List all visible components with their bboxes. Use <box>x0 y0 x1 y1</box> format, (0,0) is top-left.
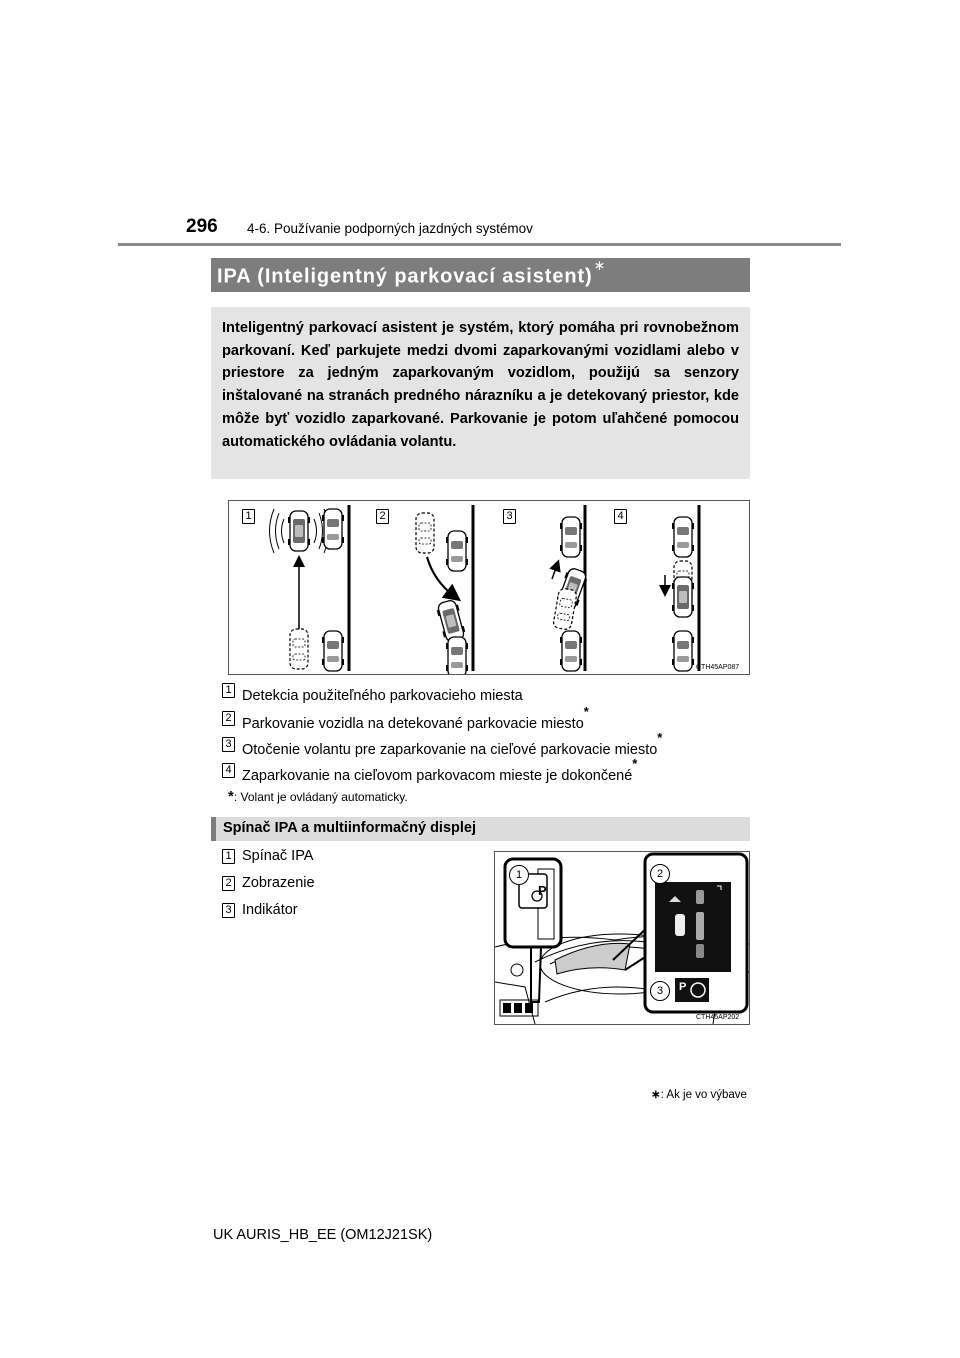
figure1-callout-3: 3 <box>503 509 516 524</box>
step-item-3 <box>242 730 663 758</box>
step-item-1 <box>242 682 523 704</box>
steps-footnote <box>228 788 408 805</box>
step-text-4: Zaparkovanie na cieľovom parkovacom mieste je dokončené <box>242 767 633 784</box>
figure2-callout-2: 2 <box>650 864 670 884</box>
intro-box <box>211 307 750 479</box>
step-text-3: Otočenie volantu pre zaparkovanie na cieľové parkovacie miesto <box>242 741 658 758</box>
step-item-4 <box>242 756 638 784</box>
figure2-callout-1: 1 <box>509 865 529 885</box>
equipment-note-text: : Ak je vo výbave <box>660 1089 747 1101</box>
component-text-1: Spínač IPA <box>242 848 314 864</box>
footer-model: UK AURIS_HB_EE (OM12J21SK) <box>213 1227 433 1243</box>
component-text-2: Zobrazenie <box>242 875 315 891</box>
figure1-callout-4: 4 <box>614 509 627 524</box>
figure1-callout-1: 1 <box>242 509 255 524</box>
chapter-title: 4-6. Používanie podporných jazdných systémov <box>247 221 533 236</box>
parking-sequence-illustration <box>229 501 749 674</box>
section-title: Spínač IPA a multiinformačný displej <box>223 820 476 836</box>
component-number-1: 1 <box>222 849 235 864</box>
page-title <box>217 257 607 289</box>
step-mark-3: * <box>657 730 663 745</box>
ipa-indicator-label: P <box>679 981 687 993</box>
step-number-4: 4 <box>222 763 235 778</box>
step-item-2 <box>242 704 589 732</box>
step-mark-2: * <box>583 704 589 719</box>
step-mark-4: * <box>632 756 638 771</box>
figure1-callout-2: 2 <box>376 509 389 524</box>
footnote-mark: * <box>228 788 234 805</box>
step-text-1: Detekcia použiteľného parkovacieho miesta <box>242 687 523 704</box>
step-number-3: 3 <box>222 737 235 752</box>
component-text-3: Indikátor <box>242 902 298 918</box>
title-asterisk: ∗ <box>593 257 607 273</box>
figure2-code: CTH45AP202 <box>696 1014 740 1021</box>
ipa-switch-label: P <box>538 883 547 898</box>
header-rule <box>118 243 841 246</box>
dashboard-illustration <box>495 852 749 1024</box>
step-text-2: Parkovanie vozidla na detekované parkovacie miesto <box>242 715 584 732</box>
intro-text: Inteligentný parkovací asistent je systém, ktorý pomáha pri rovnobežnom parkovaní. Keď parkujete medzi dvomi zaparkovanými vozidlami alebo v priestore za jedným zaparkovaným vozidlom, použijú sa senzory inštalované na stranách predného nárazníku a je detekovaný priestor, kde môže byť vozidlo zaparkované. Parkovanie je potom uľahčené pomocou automatického ovládania volantu. <box>222 320 739 450</box>
page-title-text: IPA (Inteligentný parkovací asistent) <box>217 265 593 288</box>
equipment-note-mark: ∗ <box>651 1089 661 1101</box>
footnote-text: : Volant je ovládaný automaticky. <box>233 790 408 804</box>
section-bar-accent <box>211 817 216 841</box>
component-number-2: 2 <box>222 876 235 891</box>
step-number-2: 2 <box>222 711 235 726</box>
page-number: 296 <box>186 216 218 237</box>
parking-sequence-figure <box>228 500 750 675</box>
figure2-callout-3: 3 <box>650 981 670 1001</box>
component-number-3: 3 <box>222 903 235 918</box>
equipment-note <box>651 1087 747 1101</box>
step-number-1: 1 <box>222 683 235 698</box>
figure1-code: CTH45AP087 <box>696 664 740 671</box>
switch-display-figure <box>494 851 750 1025</box>
